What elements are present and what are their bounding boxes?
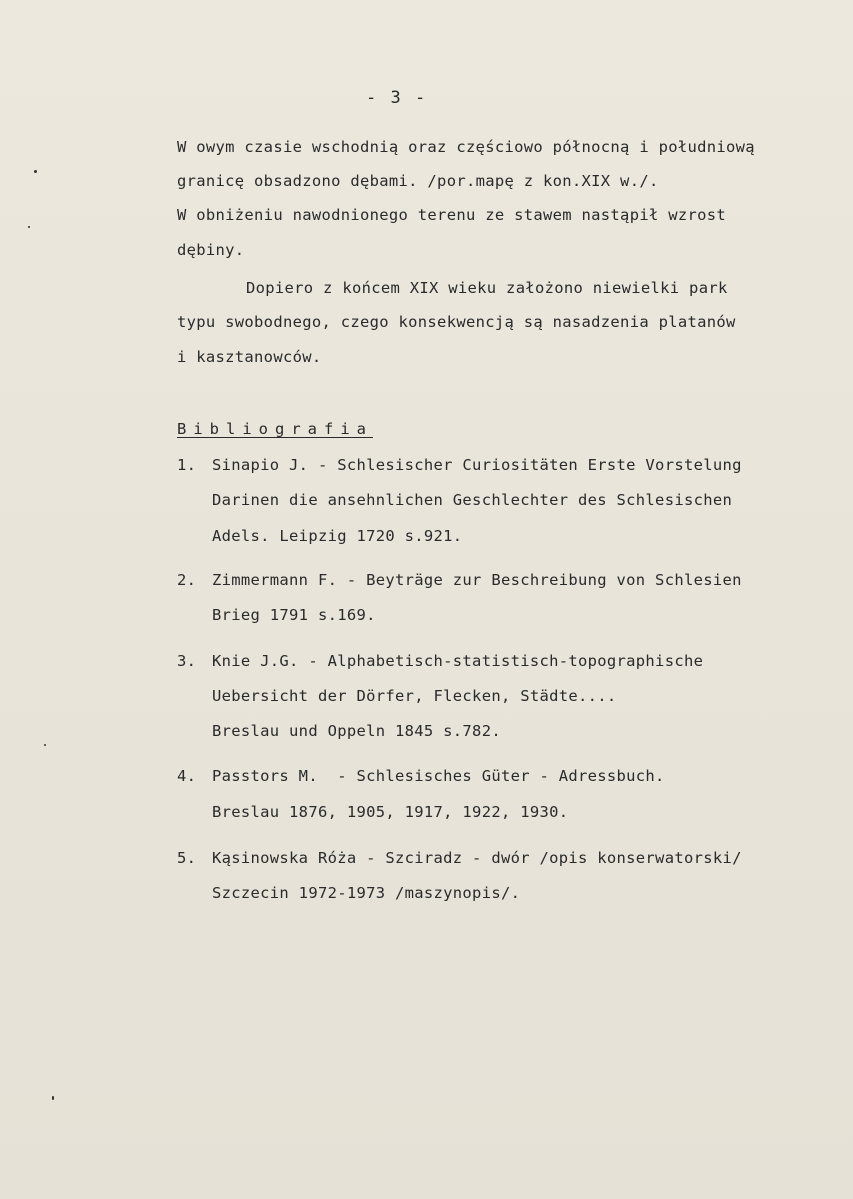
bibliography-entry-3-line-3: Breslau und Oppeln 1845 s.782.: [212, 722, 501, 740]
paragraph-1-line-4: dębiny.: [177, 241, 245, 259]
paragraph-1-line-2: granicę obsadzono dębami. /por.mapę z kon.XIX w./.: [177, 172, 659, 190]
bibliography-entry-3-line-1: Knie J.G. - Alphabetisch-statistisch-topographische: [212, 652, 704, 670]
paragraph-1-line-3: W obniżeniu nawodnionego terenu ze stawem nastąpił wzrost: [177, 206, 727, 224]
bibliography-entry-4-number: 4.: [177, 767, 197, 785]
bibliography-entry-4-line-2: Breslau 1876, 1905, 1917, 1922, 1930.: [212, 803, 569, 821]
bibliography-heading: Bibliografia: [177, 420, 373, 438]
bibliography-entry-2-line-2: Brieg 1791 s.169.: [212, 606, 376, 624]
bibliography-entry-1-number: 1.: [177, 456, 197, 474]
bibliography-entry-5-number: 5.: [177, 849, 197, 867]
margin-speck: [28, 226, 30, 228]
margin-speck: [34, 170, 37, 173]
page-number: - 3 -: [366, 88, 428, 108]
bibliography-entry-5-line-1: Kąsinowska Róża - Szciradz - dwór /opis konserwatorski/: [212, 849, 742, 867]
bibliography-entry-1-line-1: Sinapio J. - Schlesischer Curiositäten Erste Vorstelung: [212, 456, 742, 474]
paragraph-1-line-1: W owym czasie wschodnią oraz częściowo północną i południową: [177, 138, 755, 156]
paragraph-2-line-2: typu swobodnego, czego konsekwencją są nasadzenia platanów: [177, 313, 736, 331]
bibliography-entry-2-number: 2.: [177, 571, 197, 589]
paragraph-2-line-1: Dopiero z końcem XIX wieku założono niewielki park: [246, 279, 728, 297]
bibliography-entry-5-line-2: Szczecin 1972-1973 /maszynopis/.: [212, 884, 521, 902]
bibliography-entry-1-line-2: Darinen die ansehnlichen Geschlechter des Schlesischen: [212, 491, 733, 509]
bibliography-entry-1-line-3: Adels. Leipzig 1720 s.921.: [212, 527, 463, 545]
margin-speck: [52, 1096, 54, 1100]
margin-speck: [44, 744, 46, 746]
bibliography-entry-2-line-1: Zimmermann F. - Beyträge zur Beschreibung von Schlesien: [212, 571, 742, 589]
bibliography-entry-3-number: 3.: [177, 652, 197, 670]
bibliography-entry-3-line-2: Uebersicht der Dörfer, Flecken, Städte....: [212, 687, 617, 705]
paragraph-2-line-3: i kasztanowców.: [177, 348, 322, 366]
bibliography-entry-4-line-1: Passtors M. - Schlesisches Güter - Adressbuch.: [212, 767, 665, 785]
